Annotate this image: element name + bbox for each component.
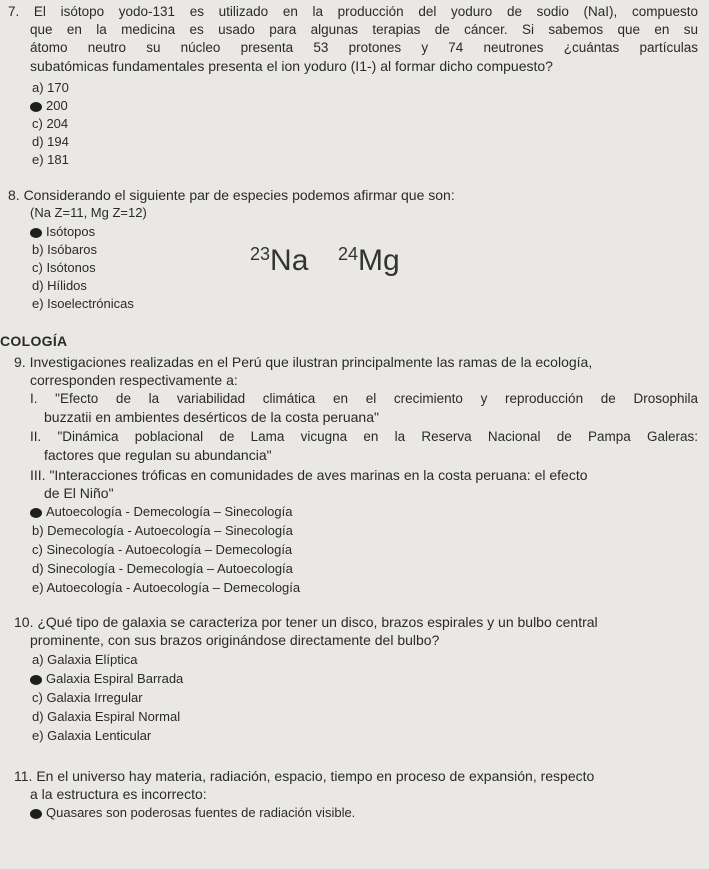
q9-item-1-line-1: I. "Efecto de la variabilidad climática en el crecimiento y reproducción de Drosophila	[30, 391, 698, 406]
q9-item-2-line-2: factores que regulan su abundancia"	[44, 447, 272, 463]
q9-item-3-line-2: de El Niño"	[44, 485, 114, 501]
question-11-line-1: 11. En el universo hay materia, radiación, espacio, tiempo en proceso de expansión, respecto	[14, 768, 595, 784]
section-heading: COLOGÍA	[0, 333, 68, 349]
question-10-line-1: 10. ¿Qué tipo de galaxia se caracteriza por tener un disco, brazos espirales y un bulbo central	[14, 614, 598, 630]
q8-option-b: b) Isóbaros	[32, 242, 98, 257]
question-9-line-1: 9. Investigaciones realizadas en el Perú que ilustran principalmente las ramas de la ecología,	[14, 354, 593, 370]
isotope-magnesium: $^{24}$Mg	[338, 244, 400, 277]
question-10-line-2: prominente, con sus brazos originándose directamente del bulbo?	[30, 632, 440, 648]
q9-item-2-line-1: II. "Dinámica poblacional de Lama vicugna en la Reserva Nacional de Pampa Galeras:	[30, 429, 698, 444]
q7-option-e: e) 181	[32, 152, 69, 167]
question-8-text: 8. Considerando el siguiente par de especies podemos afirmar que son:	[8, 187, 455, 203]
selected-mark-icon	[30, 508, 42, 518]
q8-option-a: Isótopos	[30, 224, 95, 240]
q9-item-1-line-2: buzzatii en ambientes desérticos de la costa peruana"	[44, 409, 379, 425]
selected-mark-icon	[30, 675, 42, 685]
q7-option-b: 200	[30, 98, 68, 114]
q10-option-e: e) Galaxia Lenticular	[32, 728, 152, 743]
question-7-line-3: átomo neutro su núcleo presenta 53 protones y 74 neutrones ¿cuántas partículas	[30, 40, 698, 55]
q9-option-b: b) Demecología - Autoecología – Sinecología	[32, 523, 293, 538]
q9-option-d: d) Sinecología - Demecología – Autoecología	[32, 561, 293, 576]
q8-option-e: e) Isoelectrónicas	[32, 296, 134, 311]
q10-option-b: Galaxia Espiral Barrada	[30, 671, 183, 687]
q7-option-c: c) 204	[32, 116, 69, 131]
q10-option-d: d) Galaxia Espiral Normal	[32, 709, 181, 724]
q8-data: (Na Z=11, Mg Z=12)	[30, 205, 147, 220]
question-11-line-2: a la estructura es incorrecto:	[30, 786, 207, 802]
q11-option-a: Quasares son poderosas fuentes de radiación visible.	[30, 805, 355, 821]
q9-item-3-line-1: III. "Interacciones tróficas en comunidades de aves marinas en la costa peruana: el efecto	[30, 467, 588, 483]
q10-option-a: a) Galaxia Elíptica	[32, 652, 138, 667]
question-9-line-2: corresponden respectivamente a:	[30, 372, 238, 388]
selected-mark-icon	[30, 228, 42, 238]
q9-option-c: c) Sinecología - Autoecología – Demecología	[32, 542, 293, 557]
question-7-line-2: que en la medicina es usado para algunas terapias de cáncer. Si sabemos que en su	[30, 22, 698, 37]
selected-mark-icon	[30, 102, 42, 112]
question-7-line-4: subatómicas fundamentales presenta el ion yoduro (I1-) al formar dicho compuesto?	[30, 58, 553, 74]
q8-option-d: d) Hílidos	[32, 278, 87, 293]
question-7-line-1: 7. El isótopo yodo-131 es utilizado en la producción del yoduro de sodio (NaI), compuesto	[8, 4, 698, 19]
q9-option-e: e) Autoecología - Autoecología – Demecología	[32, 580, 301, 595]
isotope-sodium: $^{23}$Na	[250, 244, 309, 277]
q9-option-a: Autoecología - Demecología – Sinecología	[30, 504, 292, 520]
q10-option-c: c) Galaxia Irregular	[32, 690, 143, 705]
q7-option-d: d) 194	[32, 134, 69, 149]
selected-mark-icon	[30, 809, 42, 819]
q7-option-a: a) 170	[32, 80, 69, 95]
q8-option-c: c) Isótonos	[32, 260, 96, 275]
